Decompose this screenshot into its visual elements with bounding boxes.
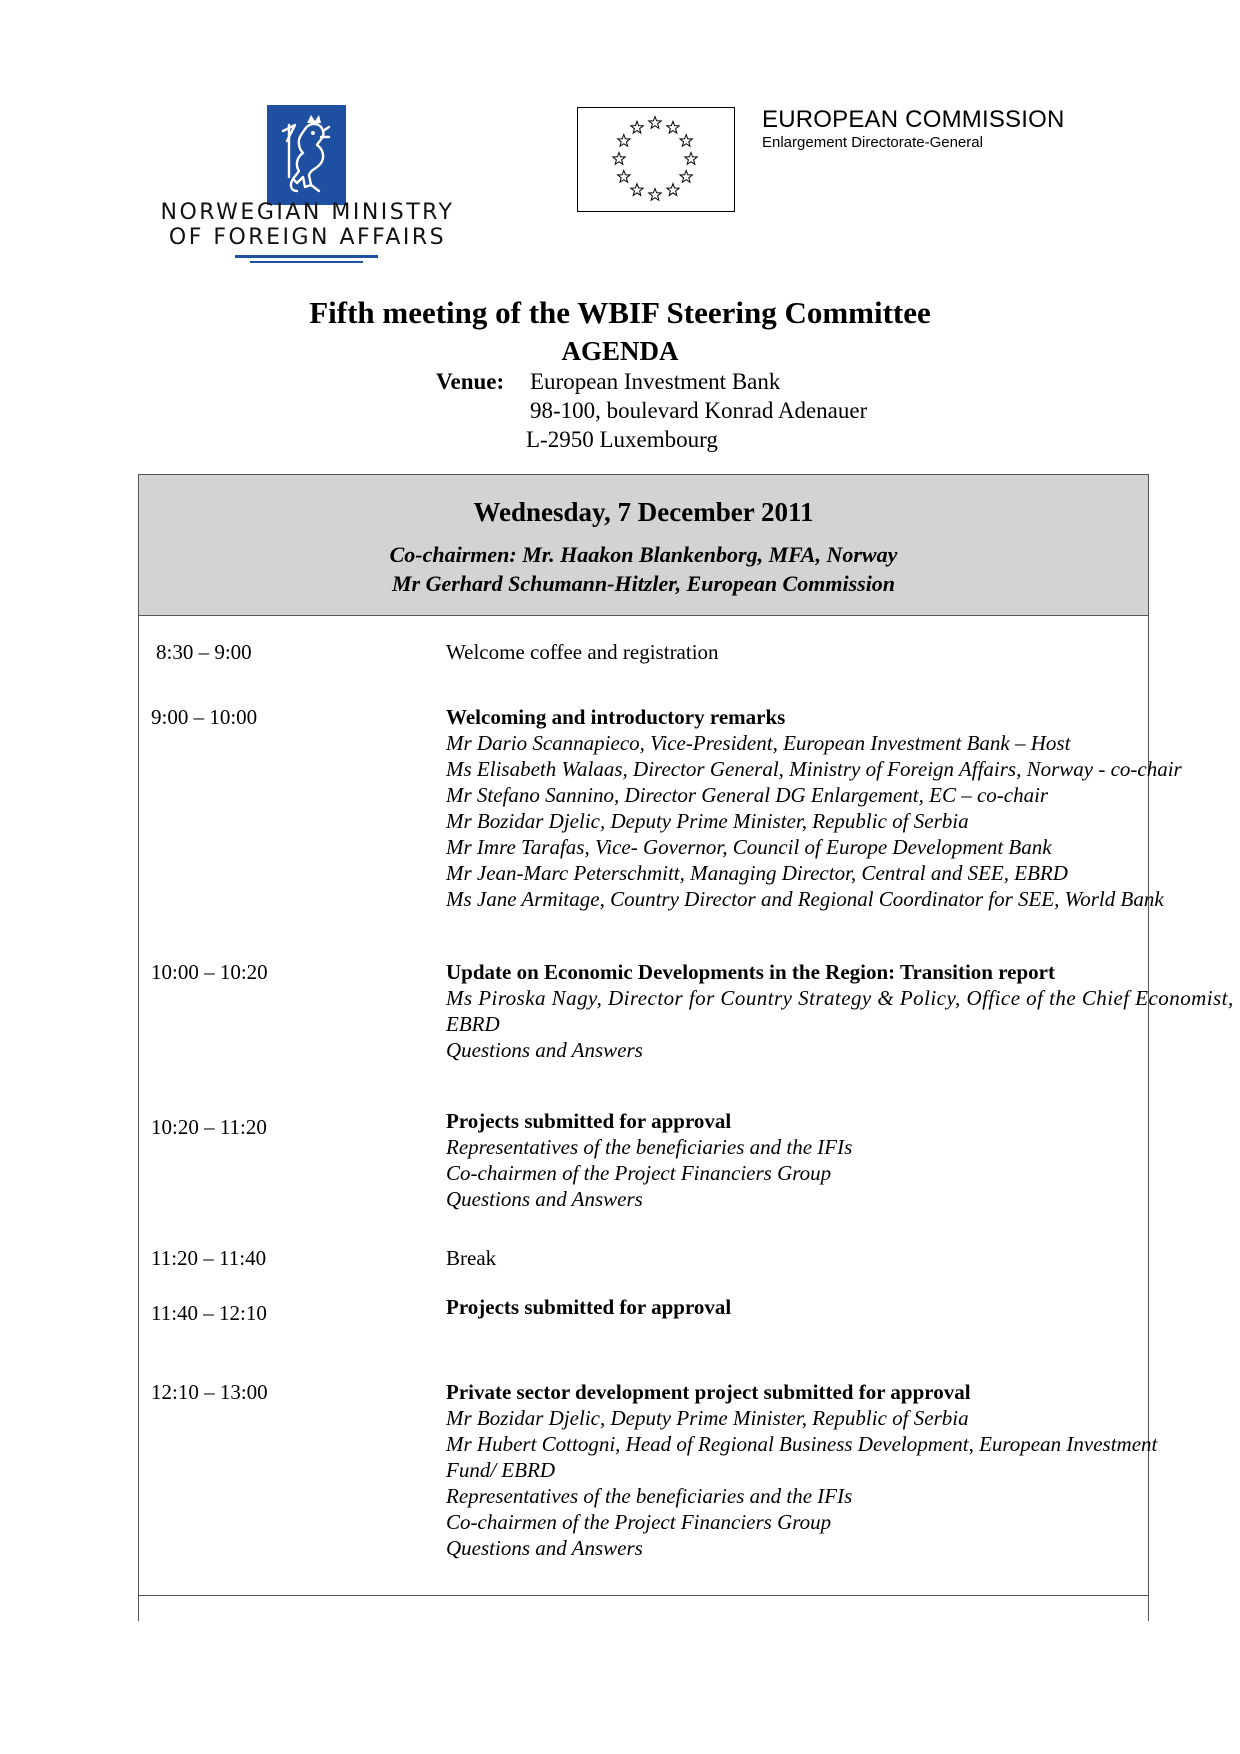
eu-star-icon — [631, 184, 643, 196]
agenda-item-title: Welcome coffee and registration — [446, 640, 719, 664]
time-slot: 10:00 – 10:20 — [151, 960, 268, 984]
eu-star-icon — [649, 117, 661, 129]
agenda-item-title: Projects submitted for approval — [446, 1295, 732, 1319]
ministry-name-line-2: OF FOREIGN AFFAIRS — [168, 225, 447, 250]
page-title: Fifth meeting of the WBIF Steering Committee — [309, 295, 931, 330]
speaker-line: Questions and Answers — [446, 1038, 643, 1062]
eu-star-icon — [618, 171, 630, 183]
agenda-item-title: Update on Economic Developments in the Region: Transition report — [446, 960, 1055, 984]
ec-title: EUROPEAN COMMISSION — [762, 106, 1065, 133]
speaker-line: Questions and Answers — [446, 1536, 643, 1560]
time-slot: 12:10 – 13:00 — [151, 1380, 268, 1404]
speaker-line: EBRD — [446, 1012, 500, 1036]
venue-line-3: L-2950 Luxembourg — [526, 427, 718, 452]
time-slot: 10:20 – 11:20 — [151, 1115, 267, 1139]
logo-rule-2 — [250, 261, 363, 263]
cochair-line-2: Mr Gerhard Schumann-Hitzler, European Commission — [391, 571, 896, 596]
eu-stars-icon — [577, 107, 735, 212]
speaker-line: Mr Stefano Sannino, Director General DG Enlargement, EC – co-chair — [446, 783, 1049, 807]
speaker-line: Representatives of the beneficiaries and the IFIs — [446, 1484, 853, 1508]
eu-star-icon — [680, 135, 692, 147]
european-commission-heading — [762, 106, 1065, 152]
eu-star-icon — [685, 153, 697, 165]
agenda-heading: AGENDA — [561, 336, 679, 366]
time-slot: 11:40 – 12:10 — [151, 1301, 267, 1325]
speaker-line: Mr Imre Tarafas, Vice- Governor, Council of Europe Development Bank — [446, 835, 1052, 859]
eu-star-icon — [667, 184, 679, 196]
speaker-line: Mr Dario Scannapieco, Vice-President, European Investment Bank – Host — [446, 731, 1071, 755]
ministry-name-line-1: NORWEGIAN MINISTRY — [160, 200, 455, 225]
speaker-line: Ms Piroska Nagy, Director for Country Strategy & Policy, Office of the Chief Economist, — [446, 986, 1234, 1010]
eu-star-icon — [649, 189, 661, 201]
eu-star-icon — [667, 121, 679, 133]
speaker-line: Questions and Answers — [446, 1187, 643, 1211]
venue-line-2: 98-100, boulevard Konrad Adenauer — [530, 398, 868, 423]
speaker-line: Ms Elisabeth Walaas, Director General, Ministry of Foreign Affairs, Norway - co-chair — [446, 757, 1182, 781]
speaker-line: Co-chairmen of the Project Financiers Group — [446, 1510, 832, 1534]
venue-label: Venue: — [436, 369, 505, 394]
day-header — [139, 475, 1148, 616]
agenda-item-title: Projects submitted for approval — [446, 1109, 732, 1133]
speaker-line: Representatives of the beneficiaries and the IFIs — [446, 1135, 853, 1159]
speaker-line: Co-chairmen of the Project Financiers Group — [446, 1161, 832, 1185]
table-divider — [139, 1595, 1148, 1596]
eu-star-icon — [613, 153, 625, 165]
eu-star-icon — [680, 171, 692, 183]
eu-star-icon — [618, 135, 630, 147]
cochair-line-1: Co-chairmen: Mr. Haakon Blankenborg, MFA, Norway — [389, 542, 898, 567]
agenda-item-title: Private sector development project submitted for approval — [446, 1380, 971, 1404]
speaker-line: Mr Bozidar Djelic, Deputy Prime Minister, Republic of Serbia — [446, 1406, 969, 1430]
ec-subtitle: Enlargement Directorate-General — [762, 134, 983, 151]
time-slot: 11:20 – 11:40 — [151, 1246, 267, 1270]
time-slot: 9:00 – 10:00 — [151, 705, 258, 729]
speaker-line: Mr Bozidar Djelic, Deputy Prime Minister, Republic of Serbia — [446, 809, 969, 833]
logo-rule-1 — [235, 255, 378, 258]
ministry-name — [150, 200, 465, 250]
speaker-line: Mr Jean-Marc Peterschmitt, Managing Director, Central and SEE, EBRD — [446, 861, 1068, 885]
speaker-line: Fund/ EBRD — [446, 1458, 556, 1482]
agenda-item-title: Welcoming and introductory remarks — [446, 705, 786, 729]
time-slot: 8:30 – 9:00 — [156, 640, 252, 664]
lion-coat-of-arms-icon — [267, 105, 346, 205]
agenda-table — [138, 474, 1234, 1621]
speaker-line: Mr Hubert Cottogni, Head of Regional Business Development, European Investment — [446, 1432, 1158, 1456]
venue-line-1: European Investment Bank — [530, 369, 781, 394]
speaker-line: Ms Jane Armitage, Country Director and Regional Coordinator for SEE, World Bank — [446, 887, 1164, 911]
agenda-item-title: Break — [446, 1246, 497, 1270]
eu-star-icon — [631, 121, 643, 133]
day-title: Wednesday, 7 December 2011 — [473, 497, 814, 527]
